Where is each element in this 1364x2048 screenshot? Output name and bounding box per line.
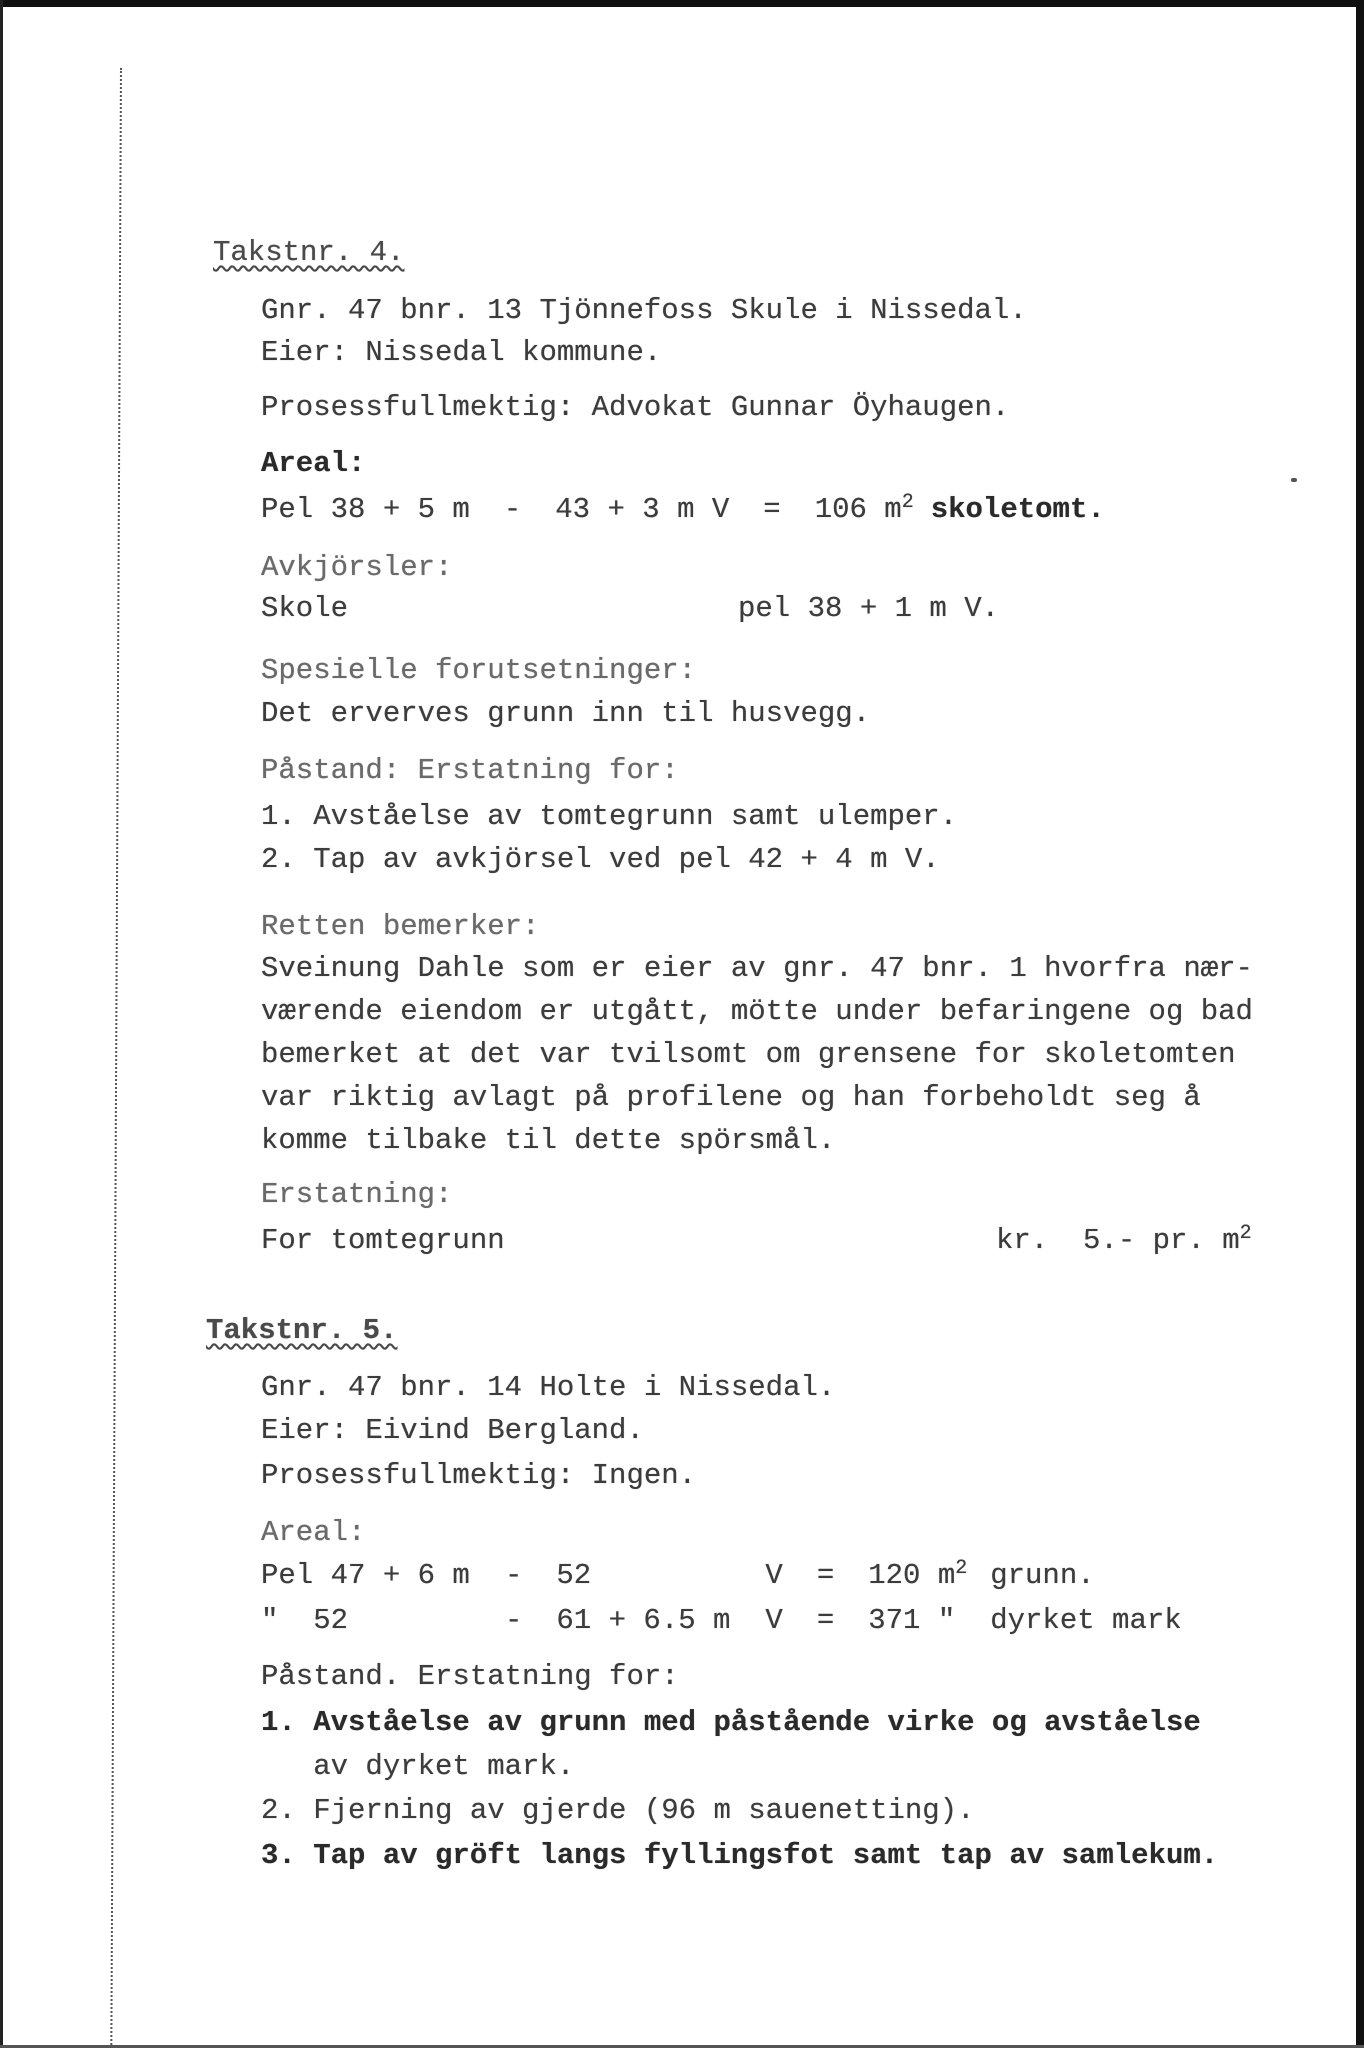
retten-line: Sveinung Dahle som er eier av gnr. 47 bnr. 1 hvorfra nær- bbox=[261, 952, 1253, 985]
pastand-item: 2. Fjerning av gjerde (96 m sauenetting). bbox=[261, 1794, 975, 1827]
erstatning-label: Erstatning: bbox=[261, 1178, 453, 1211]
avkjorsel-location: pel 38 + 1 m V. bbox=[738, 592, 1000, 625]
areal-label: Areal: bbox=[261, 1516, 366, 1549]
areal-to: 52 bbox=[556, 1559, 592, 1592]
retten-line: var riktig avlagt på profilene og han forbeholdt seg å bbox=[261, 1081, 1201, 1114]
areal-to: 43 + 3 m V bbox=[555, 493, 730, 526]
squared-superscript: 2 bbox=[1239, 1222, 1252, 1245]
areal-to: 61 + 6.5 m bbox=[556, 1604, 731, 1637]
pastand-item: av dyrket mark. bbox=[261, 1750, 575, 1783]
section-heading: Takstnr. 5. bbox=[206, 1314, 398, 1347]
squared-superscript: 2 bbox=[901, 491, 914, 514]
areal-desc: skoletomt. bbox=[930, 493, 1105, 526]
areal-desc: dyrket mark bbox=[990, 1604, 1182, 1637]
margin-rule bbox=[110, 68, 122, 2048]
property-line: Gnr. 47 bnr. 14 Holte i Nissedal. bbox=[261, 1371, 836, 1404]
retten-line: værende eiendom er utgått, mötte under befaringene og bad bbox=[261, 995, 1253, 1028]
spesielle-label: Spesielle forutsetninger: bbox=[261, 654, 697, 687]
pastand-label: Påstand. Erstatning for: bbox=[261, 1660, 679, 1693]
pastand-label: Påstand: Erstatning for: bbox=[261, 754, 679, 787]
areal-eq: = bbox=[816, 1604, 835, 1637]
areal-row bbox=[261, 1559, 1095, 1593]
areal-amount bbox=[868, 1559, 973, 1596]
squared-superscript: 2 bbox=[955, 1557, 968, 1580]
areal-row bbox=[261, 493, 1105, 527]
areal-amount-value: 120 m bbox=[868, 1559, 956, 1592]
areal-amount bbox=[815, 493, 914, 530]
areal-eq: = bbox=[816, 1559, 835, 1592]
scan-border-left bbox=[0, 0, 3, 2048]
areal-row bbox=[261, 1604, 1182, 1638]
owner-line: Eier: Eivind Bergland. bbox=[261, 1414, 644, 1447]
pastand-item: 3. Tap av gröft langs fyllingsfot samt tap av samlekum. bbox=[261, 1839, 1219, 1872]
attorney-line: Prosessfullmektig: Ingen. bbox=[261, 1459, 697, 1492]
areal-v: V bbox=[765, 1559, 783, 1592]
avkjorsler-label: Avkjörsler: bbox=[261, 551, 453, 584]
areal-v: V bbox=[765, 1604, 783, 1637]
erstatning-row bbox=[261, 1224, 1252, 1258]
ink-speck bbox=[1291, 478, 1297, 482]
areal-eq: = bbox=[763, 493, 781, 526]
areal-label: Areal: bbox=[261, 447, 366, 480]
spesielle-text: Det erverves grunn inn til husvegg. bbox=[261, 697, 871, 730]
erstatning-price-value: kr. 5.- pr. m bbox=[996, 1224, 1240, 1257]
avkjorsel-name: Skole bbox=[261, 592, 349, 625]
erstatning-item: For tomtegrunn bbox=[261, 1224, 505, 1257]
retten-line: bemerket at det var tvilsomt om grensene for skoletomten bbox=[261, 1038, 1236, 1071]
section-heading: Takstnr. 4. bbox=[213, 236, 405, 269]
areal-from: Pel 47 + 6 m bbox=[261, 1559, 470, 1592]
retten-line: komme tilbake til dette spörsmål. bbox=[261, 1124, 836, 1157]
areal-amount bbox=[868, 1604, 973, 1641]
areal-amount-value: 371 " bbox=[868, 1604, 956, 1637]
scan-border-right bbox=[1356, 0, 1364, 2048]
scan-border-top bbox=[0, 0, 1364, 7]
erstatning-price bbox=[996, 1224, 1252, 1261]
areal-dash: - bbox=[503, 493, 522, 526]
pastand-item: 2. Tap av avkjörsel ved pel 42 + 4 m V. bbox=[261, 843, 940, 876]
avkjorsel-row bbox=[261, 592, 999, 626]
areal-desc: grunn. bbox=[990, 1559, 1095, 1592]
areal-dash: - bbox=[505, 1604, 523, 1637]
areal-amount-value: 106 m bbox=[814, 493, 902, 526]
property-line: Gnr. 47 bnr. 13 Tjönnefoss Skule i Nissedal. bbox=[261, 294, 1027, 327]
attorney-line: Prosessfullmektig: Advokat Gunnar Öyhaugen. bbox=[261, 391, 1010, 424]
areal-from: Pel 38 + 5 m bbox=[261, 493, 470, 526]
areal-from: " 52 bbox=[261, 1604, 349, 1637]
retten-label: Retten bemerker: bbox=[261, 910, 540, 943]
pastand-item: 1. Avståelse av grunn med påstående virke og avståelse bbox=[261, 1706, 1201, 1739]
areal-dash: - bbox=[505, 1559, 523, 1592]
owner-line: Eier: Nissedal kommune. bbox=[261, 336, 662, 369]
pastand-item: 1. Avståelse av tomtegrunn samt ulemper. bbox=[261, 800, 958, 833]
